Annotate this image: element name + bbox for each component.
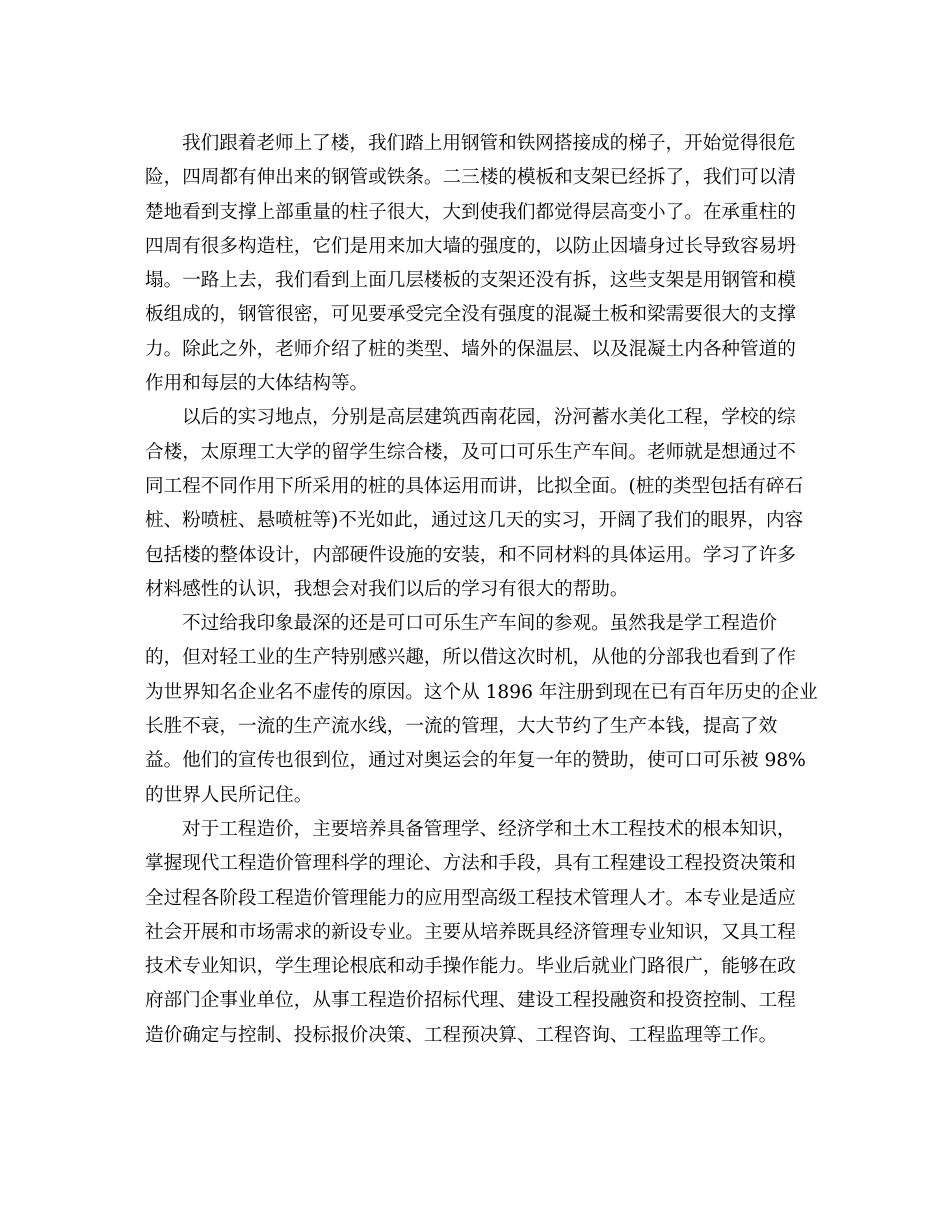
text-line: 桩、粉喷桩、悬喷桩等)不光如此，通过这几天的实习，开阔了我们的眼界，内容 — [145, 510, 804, 532]
text-line: 不过给我印象最深的还是可口可乐生产车间的参观。虽然我是学工程造价 — [182, 613, 778, 635]
paragraph-internship-locations — [145, 401, 805, 607]
text-line: 板组成的，钢管很密，可见要承受完全没有强度的混凝土板和梁需要很大的支撑 — [145, 304, 796, 326]
text-line: 府部门企事业单位，从事工程造价招标代理、建设工程投融资和投资控制、工程 — [145, 990, 796, 1012]
text-line: 我们跟着老师上了楼，我们踏上用钢管和铁网搭接成的梯子，开始觉得很危 — [182, 133, 796, 154]
text-line: 长胜不衰，一流的生产流水线，一流的管理，大大节约了生产本钱，提高了效 — [145, 716, 778, 738]
text-line: 社会开展和市场需求的新设专业。主要从培养既具经济管理专业知识，又具工程 — [145, 921, 796, 943]
paragraph-site-visit — [145, 127, 805, 401]
text-line: 技术专业知识，学生理论根底和动手操作能力。毕业后就业门路很广，能够在政 — [145, 956, 796, 978]
text-line: 材料感性的认识，我想会对我们以后的学习有很大的帮助。 — [145, 578, 629, 600]
text-line: 力。除此之外，老师介绍了桩的类型、墙外的保温层、以及混凝土内各种管道的 — [145, 338, 796, 360]
text-line: 合楼，太原理工大学的留学生综合楼，及可口可乐生产车间。老师就是想通过不 — [145, 441, 796, 463]
text-line: 掌握现代工程造价管理科学的理论、方法和手段，具有工程建设工程投资决策和 — [145, 853, 796, 875]
text-line: 塌。一路上去，我们看到上面几层楼板的支架还没有拆，这些支架是用钢管和模 — [145, 270, 796, 292]
text-line: 的，但对轻工业的生产特别感兴趣，所以借这次时机，从他的分部我也看到了作 — [145, 647, 796, 669]
text-line: 包括楼的整体设计，内部硬件设施的安装，和不同材料的具体运用。学习了许多 — [145, 544, 796, 566]
document-body — [145, 127, 818, 1053]
text-line: 四周有很多构造柱，它们是用来加大墙的强度的，以防止因墙身过长导致容易坍 — [145, 235, 796, 257]
text-line: 造价确定与控制、投标报价决策、工程预决算、工程咨询、工程监理等工作。 — [145, 1024, 778, 1046]
text-line: 以后的实习地点，分别是高层建筑西南花园，汾河蓄水美化工程，学校的综 — [182, 407, 796, 429]
text-line: 楚地看到支撑上部重量的柱子很大，大到使我们都觉得层高变小了。在承重柱的 — [145, 201, 796, 223]
text-line: 作用和每层的大体结构等。 — [145, 373, 369, 395]
text-line: 同工程不同作用下所采用的桩的具体运用而讲，比拟全面。(桩的类型包括有碎石 — [145, 475, 804, 497]
text-line: 的世界人民所记住。 — [145, 784, 313, 806]
paragraph-coca-cola-visit — [145, 607, 818, 813]
paragraph-cost-engineering — [145, 813, 805, 1053]
text-line: 全过程各阶段工程造价管理能力的应用型高级工程技术管理人才。本专业是适应 — [145, 887, 796, 909]
text-line: 为世界知名企业名不虚传的原因。这个从 1896 年注册到现在已有百年历史的企业 — [145, 681, 818, 703]
text-line: 险，四周都有伸出来的钢管或铁条。二三楼的模板和支架已经拆了，我们可以清 — [145, 167, 796, 189]
text-line: 对于工程造价，主要培养具备管理学、经济学和土木工程技术的根本知识， — [182, 818, 796, 840]
text-line: 益。他们的宣传也很到位，通过对奥运会的年复一年的赞助，使可口可乐被 98% — [145, 750, 806, 772]
